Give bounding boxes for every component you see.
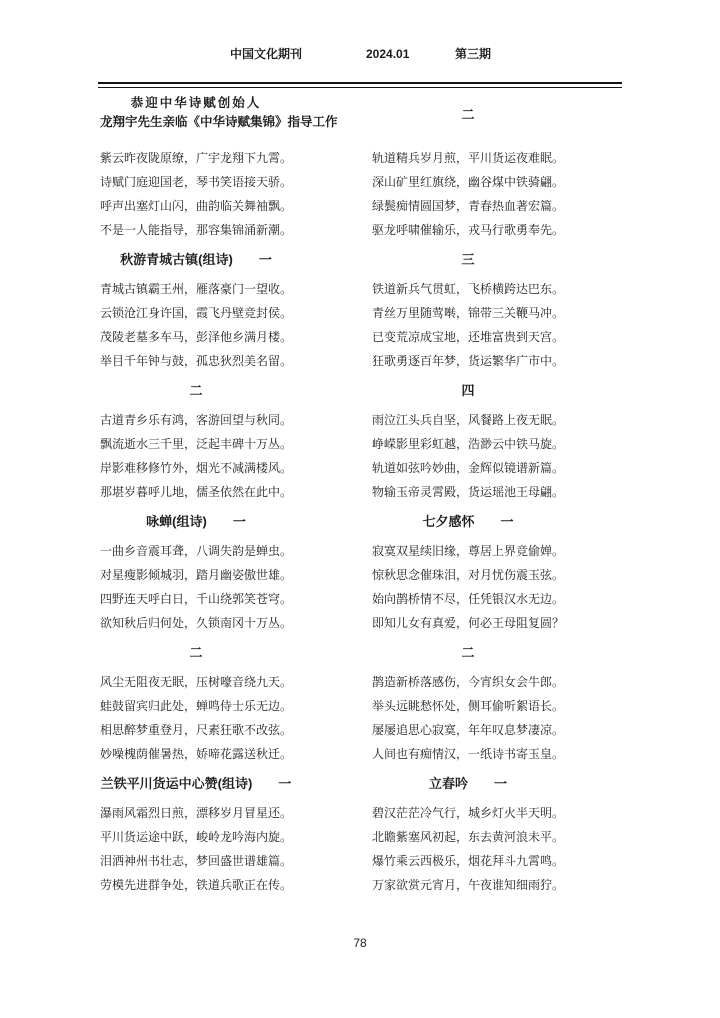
poem-line: 劳模先进群争处，铁道兵歌正在传。 — [100, 878, 293, 892]
poem-stanza — [372, 277, 564, 373]
section-heading: 二 — [461, 107, 475, 122]
poem-line: 深山矿里红旗绕，幽谷煤中铁骑翩。 — [372, 175, 565, 189]
page-header — [98, 46, 622, 62]
poem-line: 风尘无阻夜无眠，压树嚎音绕九天。 — [100, 675, 293, 689]
section-heading: 七夕感怀 一 — [422, 514, 514, 529]
poem-line: 青城古镇霸王州，雁落豪门一望收。 — [100, 282, 293, 296]
poem-line: 北瞻紫塞风初起，东去黄河浪未平。 — [372, 830, 565, 844]
poem-line: 呼声出塞灯山闪，曲韵临关舞袖飘。 — [100, 199, 293, 213]
poem-line: 峥嵘影里彩虹越，浩渺云中铁马旋。 — [372, 437, 565, 451]
poem-stanza — [100, 670, 292, 766]
poem-line: 诗赋门庭迎国老，琴书笑语接天骄。 — [100, 175, 293, 189]
poem-line: 已变荒凉成宝地，还堆富贵到天宫。 — [372, 330, 565, 344]
poem-stanza — [372, 539, 564, 635]
poem-line: 万家欲赏元宵月，午夜谁知细雨狞。 — [372, 878, 565, 892]
page-footer — [0, 936, 720, 950]
poem-line: 四野连天呼白日，千山绕郭笑苍穹。 — [100, 592, 293, 606]
issue-number: 第三期 — [455, 47, 492, 61]
poem-line: 相思醉梦重登月，尺素狂歌不改弦。 — [100, 723, 293, 737]
poem-line: 驱龙呼啸催输乐，戎马行歌勇奉先。 — [372, 223, 565, 237]
poem-line: 妙噪槐荫催暑热，娇啼花露送秋迁。 — [100, 747, 293, 761]
poem-stanza — [100, 408, 292, 504]
poem-line: 一曲乡音震耳聋，八调失韵是蝉虫。 — [100, 544, 293, 558]
poem-line: 轨道如弦吟妙曲，金辉似镜谱新篇。 — [372, 461, 565, 475]
section-heading: 二 — [461, 645, 475, 660]
poem-title-line: 恭迎中华诗赋创始人 — [130, 96, 262, 110]
poem-line: 瀑雨风霜烈日煎，漂移岁月冒星还。 — [100, 806, 293, 820]
poem-line: 轨道精兵岁月煎，平川货运夜难眠。 — [372, 151, 565, 165]
poem-line: 鹊造新桥落感伤，今宵织女会牛郎。 — [372, 675, 565, 689]
issue-date: 2024.01 — [366, 47, 410, 61]
poem-line: 飘流逝水三千里，泛起丰碑十万丛。 — [100, 437, 293, 451]
poem-stanza — [100, 277, 292, 373]
poem-title-block — [100, 94, 338, 132]
poem-line: 狂歌勇逐百年梦，货运繁华广市中。 — [372, 354, 565, 368]
poem-line: 欲知秋后归何处，久锁南冈十万丛。 — [100, 616, 293, 630]
poem-line: 绿鬓痴情圆国梦，青春热血著宏篇。 — [372, 199, 565, 213]
poem-columns — [100, 94, 564, 897]
poem-line: 茂陵老墓多车马，彭泽他乡满月楼。 — [100, 330, 293, 344]
poem-line: 举头远眺愁怀处，侧耳偷听絮语长。 — [372, 699, 565, 713]
section-heading: 二 — [189, 383, 203, 398]
poem-stanza — [372, 408, 564, 504]
poem-title-line: 龙翔宇先生亲临《中华诗赋集锦》指导工作 — [100, 115, 338, 129]
poem-line: 紫云昨夜陇原缭，广宇龙翔下九霄。 — [100, 151, 293, 165]
poem-line: 碧汉茫茫冷气行，城乡灯火半天明。 — [372, 806, 565, 820]
poem-line: 惊秋思念催珠泪，对月忧伤震玉弦。 — [372, 568, 565, 582]
poem-line: 举目千年钟与鼓，孤忠狄烈美名留。 — [100, 354, 293, 368]
poem-line: 铁道新兵气贯虹，飞桥横跨达巴东。 — [372, 282, 565, 296]
poem-line: 平川货运途中跃，峻岭龙吟海内旋。 — [100, 830, 293, 844]
section-heading: 秋游青城古镇(组诗) 一 — [120, 252, 272, 267]
poem-line: 屡屡追思心寂寞，年年叹息梦凄凉。 — [372, 723, 565, 737]
poem-line: 即知儿女有真爱，何必王母阻复圆？ — [372, 616, 565, 630]
poem-line: 爆竹乘云西极乐，烟花拜斗九霄鸣。 — [372, 854, 565, 868]
poem-line: 泪洒神州书壮志，梦回盛世谱雄篇。 — [100, 854, 293, 868]
poem-line: 那堪岁暮呼儿地，儒圣依然在此中。 — [100, 485, 293, 499]
page-number: 78 — [353, 936, 367, 950]
poem-stanza — [372, 801, 564, 897]
poem-line: 人间也有痴情汉，一纸诗书寄玉皇。 — [372, 747, 565, 761]
poem-stanza — [372, 670, 564, 766]
poem-line: 始向鹊桥情不尽，任凭银汉水无边。 — [372, 592, 565, 606]
section-heading: 咏蝉(组诗) 一 — [146, 514, 246, 529]
section-heading: 立春吟 一 — [428, 776, 507, 791]
header-divider — [98, 82, 622, 88]
section-heading: 兰铁平川货运中心赞(组诗) 一 — [100, 776, 292, 791]
poem-stanza — [372, 146, 564, 242]
poem-line: 岸影难移修竹外，烟光不减满楼风。 — [100, 461, 293, 475]
poem-line: 雨泣江头兵自坚，风餐路上夜无眠。 — [372, 413, 565, 427]
poem-line: 云锁沧江身许国，霞飞丹壁竞封侯。 — [100, 306, 293, 320]
poem-line: 对星瘦影倾城羽，踏月幽姿傲世雄。 — [100, 568, 293, 582]
poem-line: 物输玉帝灵霄殿，货运瑶池王母翩。 — [372, 485, 565, 499]
poem-line: 寂寞双星续旧缘，尊居上界竞偷婵。 — [372, 544, 565, 558]
poem-stanza — [100, 801, 292, 897]
poem-line: 古道青乡乐有鸿，客游回望与秋同。 — [100, 413, 293, 427]
poem-stanza — [100, 539, 292, 635]
journal-title: 中国文化期刊 — [230, 47, 303, 61]
section-heading: 二 — [189, 645, 203, 660]
poem-stanza — [100, 146, 292, 242]
section-heading: 四 — [461, 383, 475, 398]
poem-line: 蛙鼓留宾归此处，蝉鸣侍士乐无边。 — [100, 699, 293, 713]
poem-line: 不是一人能指导，那容集锦涌新潮。 — [100, 223, 293, 237]
poem-line: 青丝万里随莺啭，锦带三关鞭马冲。 — [372, 306, 565, 320]
section-heading: 三 — [461, 252, 475, 267]
